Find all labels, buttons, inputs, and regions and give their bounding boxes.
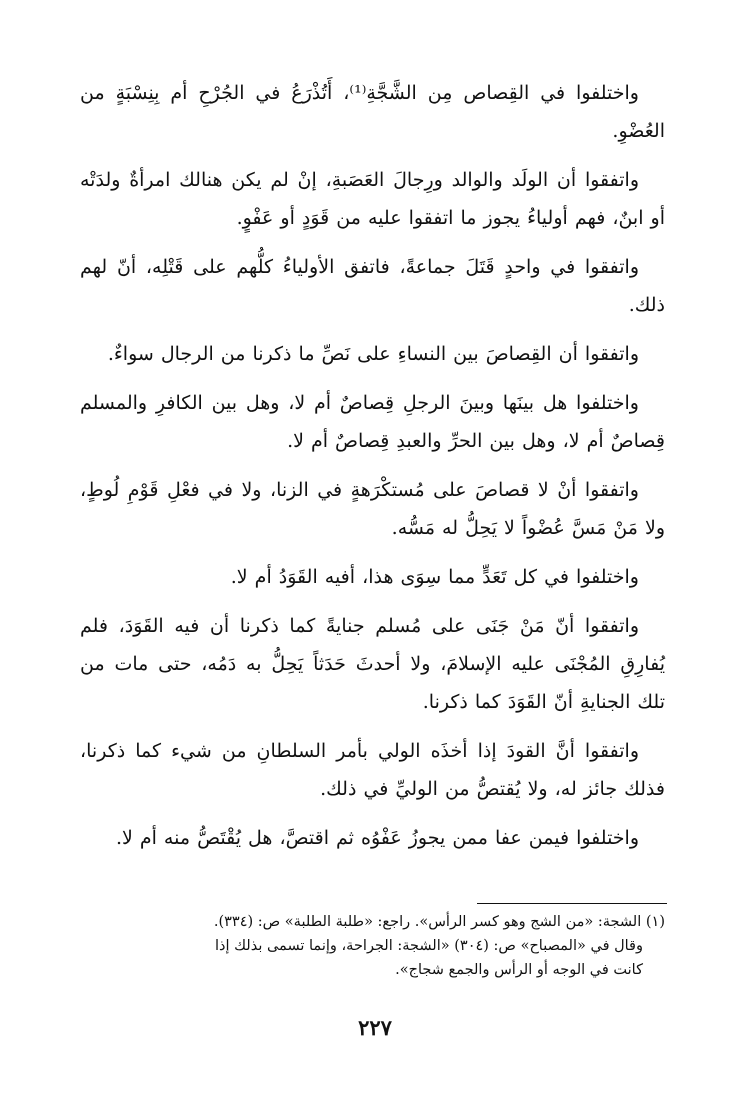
footnote-1: (١) الشجة: «من الشج وهو كسر الرأس». راجع: «طلبة الطلبة» ص: (٣٣٤).: [213, 914, 665, 930]
paragraph-3: واتفقوا في واحدٍ قَتَلَ جماعةً، فاتفق الأولياءُ كلُّهم على قَتْلِه، أنّ لهم ذلك.: [80, 256, 665, 316]
main-text: [80, 74, 665, 868]
footnote-divider: [477, 903, 667, 904]
footnote-1-continued: كانت في الوجه أو الرأس والجمع شجاج».: [395, 962, 643, 978]
paragraph-2: واتفقوا أن الولَد والوالد ورِجالَ العَصَبةِ، إنْ لم يكن هنالك امرأةٌ ولدَتْه أو ابنٌ، فهم أولياءُ يجوز ما اتفقوا عليه من قَوَدٍ أو عَفْوٍ.: [80, 169, 665, 229]
page-number: ٢٢٧: [358, 1015, 392, 1040]
paragraph-1: واختلفوا في القِصاص مِن الشَّجَّةِ⁽¹⁾، أَتُذْرَعُ في الجُرْحِ أم بِنِسْبَةٍ من العُضْوِ.: [80, 82, 665, 142]
footnotes: [80, 910, 665, 982]
footnote-1-continued: وقال في «المصباح» ص: (٣٠٤) «الشجة: الجراحة، وإنما تسمى بذلك إذا: [214, 938, 643, 954]
paragraph-6: واتفقوا أنْ لا قصاصَ على مُستكْرَهةٍ في الزنا، ولا في فعْلِ قَوْمِ لُوطٍ، ولا مَنْ مَسَّ عُضْواً لا يَحِلُّ له مَسُّه.: [80, 479, 665, 539]
paragraph-7: واختلفوا في كل تَعَدٍّ مما سِوَى هذا، أفيه القَوَدُ أم لا.: [230, 566, 639, 588]
paragraph-10: واختلفوا فيمن عفا ممن يجوزُ عَفْوُه ثم اقتصَّ، هل يُقْتَصُّ منه أم لا.: [115, 827, 639, 849]
paragraph-4: واتفقوا أن القِصاصَ بين النساءِ على نَصِّ ما ذكرنا من الرجال سواءٌ.: [107, 343, 639, 365]
paragraph-9: واتفقوا أنَّ القودَ إذا أخذَه الولي بأمر السلطانِ من شيء كما ذكرنا، فذلك جائز له، ولا يُقتصُّ من الوليِّ في ذلك.: [80, 740, 665, 800]
paragraph-5: واختلفوا هل بينَها وبينَ الرجلِ قِصاصٌ أم لا، وهل بين الكافرِ والمسلم قِصاصٌ أم لا، وهل بين الحرِّ والعبدِ قِصاصٌ أم لا.: [80, 392, 665, 452]
paragraph-8: واتفقوا أنّ مَنْ جَنَى على مُسلم جنايةً كما ذكرنا أن فيه القَوَدَ، فلم يُفارِقِ المُجْنَى عليه الإسلامَ، ولا أحدثَ حَدَثاً يَحِلُّ به دَمُه، حتى مات من تلك الجنايةِ أنّ القَوَدَ كما ذكرنا.: [80, 615, 665, 713]
